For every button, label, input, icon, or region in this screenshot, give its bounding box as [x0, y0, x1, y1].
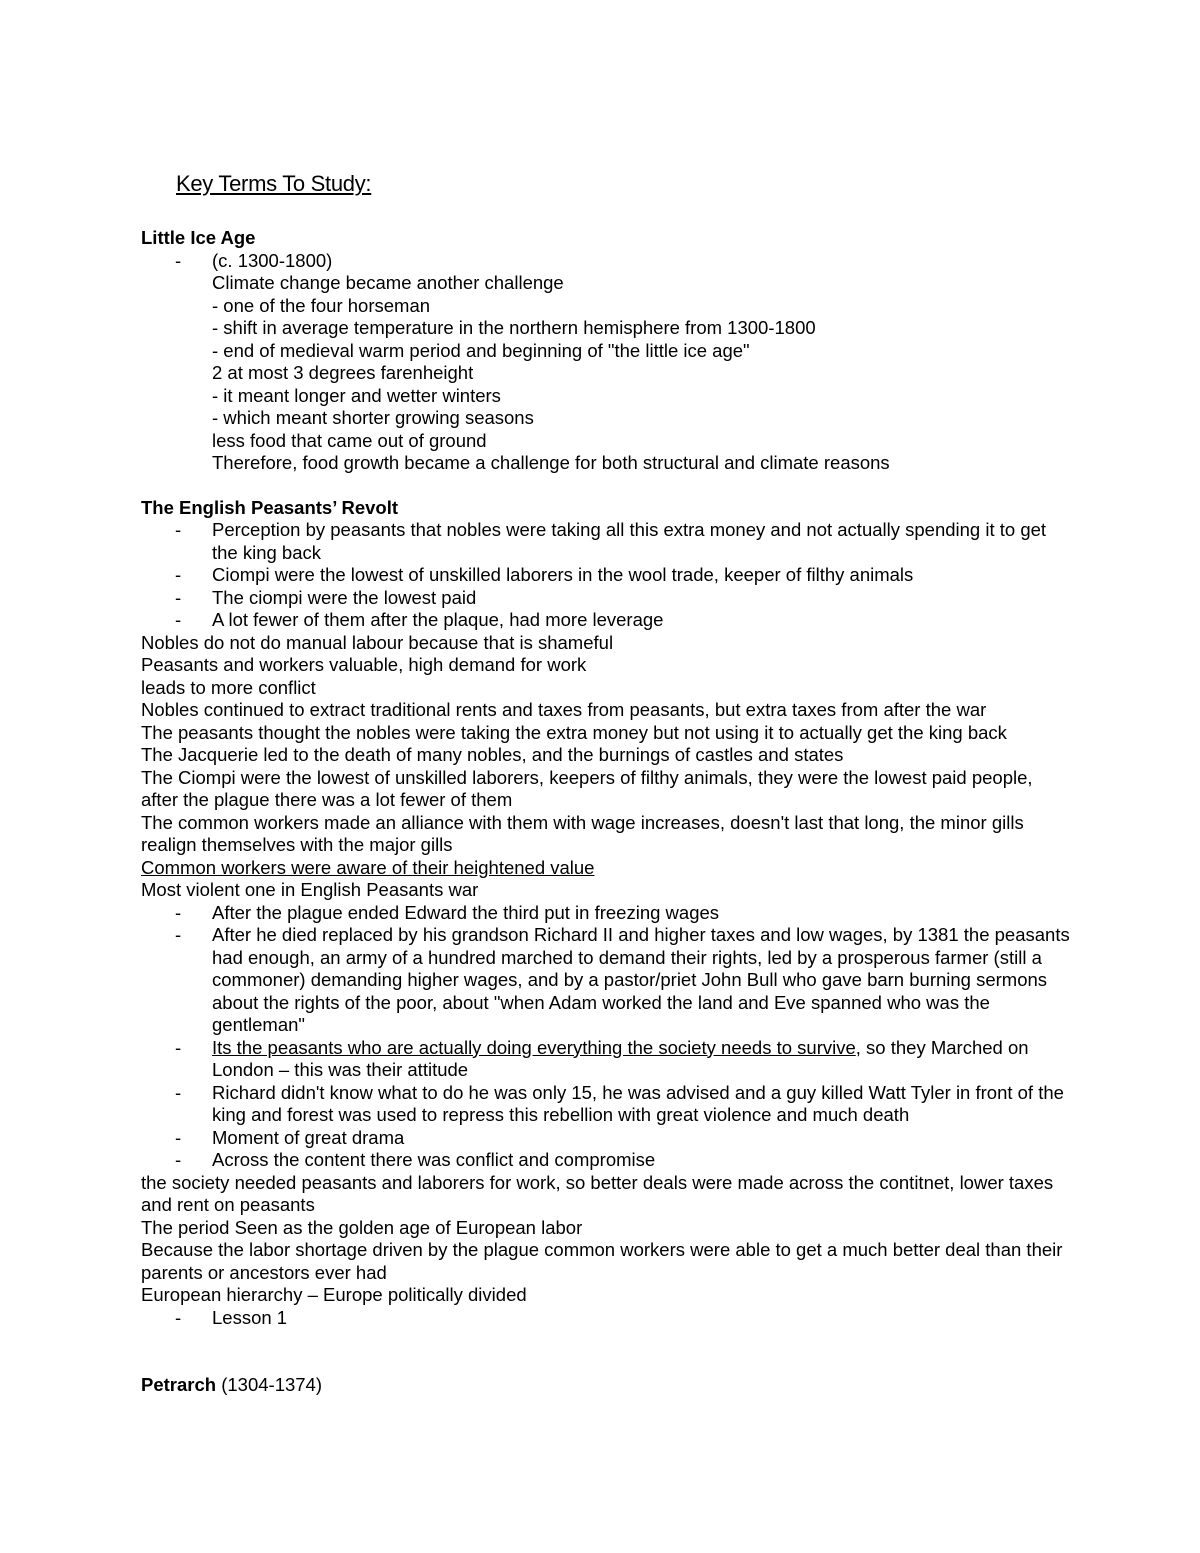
- list-item: [141, 519, 1071, 564]
- indented-line: - which meant shorter growing seasons: [212, 407, 534, 428]
- section-heading-petrarch: [141, 1374, 1071, 1397]
- paragraph-line: The Jacquerie led to the death of many nobles, and the burnings of castles and states: [141, 744, 844, 765]
- list-item-text: (c. 1300-1800): [212, 249, 333, 271]
- dash-bullet: -: [175, 1149, 182, 1170]
- list-item-text: A lot fewer of them after the plaque, had more leverage: [212, 609, 664, 630]
- paragraph-line: Most violent one in English Peasants war: [141, 879, 479, 900]
- dash-bullet: -: [175, 1306, 182, 1328]
- list-item: [141, 1149, 1071, 1172]
- list-item: [141, 587, 1071, 610]
- list-item: [141, 1082, 1071, 1127]
- indented-line: - shift in average temperature in the northern hemisphere from 1300-1800: [212, 317, 816, 338]
- paragraph-line: The common workers made an alliance with them with wage increases, doesn't last that long, the minor gills realign themselves with the major gills: [141, 811, 1024, 855]
- paragraph-line: Nobles do not do manual labour because that is shameful: [141, 631, 614, 653]
- paragraph-line: European hierarchy – Europe politically divided: [141, 1284, 527, 1305]
- paragraph-line: Peasants and workers valuable, high demand for work: [141, 654, 587, 675]
- page-title: Key Terms To Study:: [176, 171, 372, 196]
- list-item-text: The ciompi were the lowest paid: [212, 586, 477, 608]
- list-item: [141, 564, 1071, 587]
- section-heading-peasants-revolt: The English Peasants’ Revolt: [141, 496, 399, 518]
- document-body: [141, 171, 1071, 1397]
- heading-name: Petrarch: [141, 1374, 217, 1395]
- list-item-text: Ciompi were the lowest of unskilled laborers in the wool trade, keeper of filthy animals: [212, 564, 914, 585]
- paragraph-line: The peasants thought the nobles were taking the extra money but not using it to actually get the king back: [141, 721, 1007, 743]
- indented-line: Climate change became another challenge: [212, 272, 564, 293]
- list-item-text: After he died replaced by his grandson Richard II and higher taxes and low wages, by 1381 the peasants had enough, an army of a hundred marched to demand their rights, led by a prosperous farmer (still a commoner) demanding higher wages, and by a pastor/priet John Bull who gave barn burning sermons about the rights of the poor, about "when Adam worked the land and Eve spanned who was the gentleman": [212, 924, 1070, 1035]
- section-heading-little-ice-age: Little Ice Age: [141, 227, 256, 248]
- heading-dates: (1304-1374): [216, 1374, 323, 1395]
- dash-bullet: -: [175, 564, 182, 585]
- list-item-text: Lesson 1: [212, 1306, 288, 1328]
- list-item-underlined-text: Its the peasants who are actually doing everything the society needs to survive: [212, 1036, 856, 1058]
- paragraph-line: the society needed peasants and laborers for work, so better deals were made across the contitnet, lower taxes and rent on peasants: [141, 1171, 1054, 1215]
- indented-line: Therefore, food growth became a challenge for both structural and climate reasons: [212, 452, 890, 473]
- indented-line: - end of medieval warm period and beginning of "the little ice age": [212, 339, 750, 361]
- dash-bullet: -: [175, 519, 182, 540]
- list-item: [141, 609, 1071, 632]
- dash-bullet: -: [175, 249, 182, 271]
- paragraph-line: leads to more conflict: [141, 676, 316, 698]
- list-item: [141, 250, 1071, 273]
- list-item-text: , so they Marched on London – this was their attitude: [212, 1036, 1029, 1080]
- list-item: [141, 924, 1071, 1037]
- list-item: [141, 1037, 1071, 1082]
- list-item-text: After the plague ended Edward the third put in freezing wages: [212, 901, 720, 923]
- list-item-text: Richard didn't know what to do he was only 15, he was advised and a guy killed Watt Tyler in front of the king and forest was used to repress this rebellion with great violence and much death: [212, 1081, 1064, 1125]
- paragraph-line: Nobles continued to extract traditional rents and taxes from peasants, but extra taxes from after the war: [141, 699, 987, 720]
- indented-line: 2 at most 3 degrees farenheight: [212, 362, 474, 383]
- list-item: [141, 1127, 1071, 1150]
- dash-bullet: -: [175, 1036, 182, 1058]
- dash-bullet: -: [175, 1126, 182, 1148]
- dash-bullet: -: [175, 586, 182, 608]
- list-item: [141, 1307, 1071, 1330]
- paragraph-line: The Ciompi were the lowest of unskilled laborers, keepers of filthy animals, they were the lowest paid people, after the plague there was a lot fewer of them: [141, 766, 1033, 810]
- indented-line: - one of the four horseman: [212, 294, 431, 316]
- paragraph-line: Because the labor shortage driven by the plague common workers were able to get a much better deal than their parents or ancestors ever had: [141, 1239, 1063, 1283]
- underlined-paragraph: Common workers were aware of their heightened value: [141, 856, 595, 878]
- dash-bullet: -: [175, 924, 182, 945]
- indented-line: less food that came out of ground: [212, 429, 487, 451]
- dash-bullet: -: [175, 609, 182, 630]
- paragraph-line: The period Seen as the golden age of European labor: [141, 1216, 583, 1238]
- indented-line: - it meant longer and wetter winters: [212, 384, 501, 406]
- dash-bullet: -: [175, 901, 182, 923]
- list-item-text: Moment of great drama: [212, 1126, 405, 1148]
- list-item-text: Across the content there was conflict and compromise: [212, 1149, 656, 1170]
- dash-bullet: -: [175, 1081, 182, 1103]
- list-item-text: Perception by peasants that nobles were taking all this extra money and not actually spending it to get the king back: [212, 519, 1047, 563]
- list-item: [141, 902, 1071, 925]
